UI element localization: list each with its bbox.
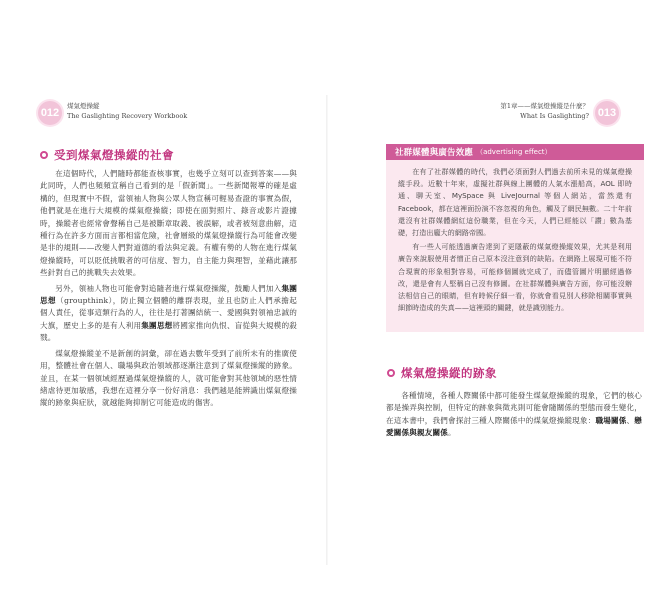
- sidebar-box: [386, 144, 644, 332]
- sidebar-subtitle: （advertising effect）: [476, 148, 552, 156]
- ring-bullet-icon: [40, 151, 48, 159]
- running-head-subtitle: The Gaslighting Recovery Workbook: [67, 112, 188, 120]
- running-head-subtitle: What Is Gaslighting?: [520, 112, 589, 120]
- section-heading: [40, 147, 174, 163]
- right-page: [328, 0, 655, 609]
- sidebar-title: 社群媒體與廣告效應: [395, 147, 474, 157]
- left-page: [0, 0, 326, 609]
- section-title: 受到煤氣燈操縱的社會: [54, 148, 174, 162]
- body-text: [386, 390, 642, 443]
- running-head-title: 第1章——煤氣燈操縱是什麼？: [500, 102, 589, 110]
- sidebar-paragraph: 有一些人可能透過廣告達到了更隱蔽的煤氣燈操縱效果，尤其是利用廣告來說服使用者憎正自己原本沒注意到的缺陷。在網路上展現可能不符合現實的形象相對容易，可能修個圖就完成了，而儘管圖片明顯經過修改，還是會有人堅稱自己沒有修圖。在社群媒體與廣告方面，你可能沒辦法相信自己的眼睛，但有時候仔細一看，你就會看見別人移除相關事實與細節時造成的失真——這裡頭的關鍵，就是識別能力。: [398, 242, 632, 313]
- paragraph: 各種情境，各種人際關係中都可能發生煤氣燈操縱的現象，它們的核心都是操弄與控制，但特定的跡象與徵兆則可能會隨關係的型態而發生變化，在這本書中，我們會探討三種人際關係中的煤氣燈操縱現象：職場關係、戀愛關係與親友關係。: [386, 391, 642, 438]
- paragraph: 煤氣燈操縱並不是新創的詞彙，卻在過去數年受到了前所未有的推廣使用，整體社會在個人、職場與政治領域都逐漸注意到了煤氣燈操縱的跡象。並且，在某一個領域經歷過煤氣燈操縱的人，就可能會對其他領域的惡性情緒虐待更加敏感，我想在這裡分享一份好消息：我們越是能辨識出煤氣燈操縱的跡象與症狀，就越能夠抑制它可能造成的傷害。: [40, 348, 297, 408]
- page-number-badge: 013: [595, 101, 619, 125]
- paragraph: 在這個時代，人們隨時都能查核事實，也幾乎立刻可以查到答案——與此同時，人們也頻頻宣稱自己看到的是「假新聞」。一些新聞報導的確是虛構的，但現實中不假，當領袖人物與公眾人物宣稱可輕易查證的事實為假，他們就是在進行大規模的煤氣燈操縱；即使在面對照片、錄音或影片證據時，操縱者也經常會聲稱自己是被斷章取義、被誤解，或者被刻意曲解，這種行為在許多方面而言都相當危險，社會層級的煤氣燈操縱行為可能會改變是非的規則——改變人們對道德的看法與定義。有權有勢的人物在進行煤氣燈操縱時，可以貶低挑戰者的可信度、智力，自主能力與理智，並藉此讓那些針對自己的挑戰失去效果。: [40, 169, 297, 278]
- running-head-title: 煤氣燈操縱: [67, 102, 100, 110]
- body-text: [40, 168, 297, 413]
- running-head: [67, 101, 187, 121]
- ring-bullet-icon: [387, 369, 395, 377]
- running-head: [500, 101, 589, 121]
- paragraph: 另外，領袖人物也可能會對追隨者進行煤氣燈操縱，鼓勵人們加入集團思想（groupthink），防止獨立個體的離群表現，並且也防止人們承擔起個人責任，從事這類行為的人，往往是打著團結統一、愛國與對領袖忠誠的大旗，歷史上多的是有人利用集團思想將國家推向仇恨、盲從與大規模的殺戮。: [40, 283, 297, 343]
- section-title: 煤氣燈操縱的跡象: [401, 366, 497, 380]
- section-heading: [387, 365, 497, 381]
- sidebar-paragraph: 在有了社群媒體的時代，我們必須面對人們過去前所未見的煤氣燈操縱手段。近數十年來，虛擬社群與線上團體的人氣水漲船高，AOL 即時通、聊天室、MySpace 與 LiveJournal 等個人網站，當然還有Facebook，都在這裡面扮演不容忽視的角色，觸及了網民無數。二十年前還沒有社群媒體網紅這份職業，但在今天，人們已經能以「讚」數為基礎，打造出龐大的網路帝國。: [398, 167, 632, 238]
- sidebar-header: [386, 144, 644, 160]
- sidebar-body: [386, 160, 644, 314]
- page-number-badge: 012: [38, 101, 62, 125]
